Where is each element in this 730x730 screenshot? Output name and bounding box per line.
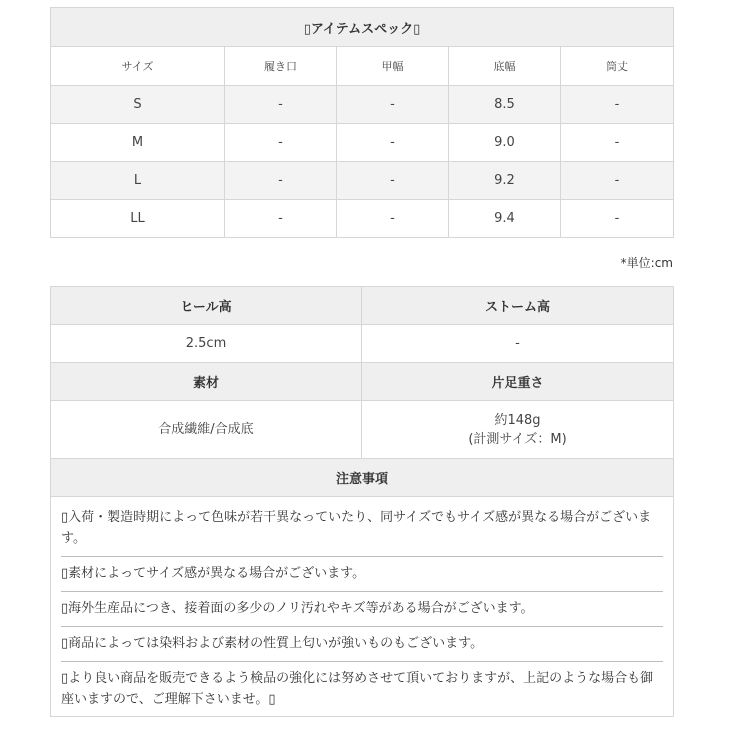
cell-size: L xyxy=(51,162,225,200)
cell-shaft-height: - xyxy=(561,124,674,162)
detail-value-row xyxy=(51,325,674,363)
cell-shaft-height: - xyxy=(561,162,674,200)
cell-instep: - xyxy=(337,124,449,162)
weight-value-amount: 約148g xyxy=(494,412,541,428)
note-item: ▯商品によっては染料および素材の性質上匂いが強いものもございます。 xyxy=(61,627,663,662)
note-item: ▯素材によってサイズ感が異なる場合がございます。 xyxy=(61,557,663,592)
notes-label-row xyxy=(51,459,674,497)
table-row xyxy=(51,86,674,124)
table-row xyxy=(51,124,674,162)
detail-label-row xyxy=(51,363,674,401)
header-instep: 甲幅 xyxy=(337,47,449,86)
cell-instep: - xyxy=(337,200,449,238)
note-item: ▯海外生産品につき、接着面の多少のノリ汚れやキズ等がある場合がございます。 xyxy=(61,592,663,627)
spec-header-row xyxy=(51,47,674,86)
cell-opening: - xyxy=(225,124,337,162)
cell-opening: - xyxy=(225,162,337,200)
table-row xyxy=(51,200,674,238)
cell-size: M xyxy=(51,124,225,162)
cell-opening: - xyxy=(225,200,337,238)
cell-size: LL xyxy=(51,200,225,238)
cell-shaft-height: - xyxy=(561,86,674,124)
notes-row xyxy=(51,497,674,717)
storm-height-value: - xyxy=(362,325,674,363)
note-item: ▯より良い商品を販売できるよう検品の強化には努めさせて頂いておりますが、上記のような場合も御座いますので、ご理解下さいませ。▯ xyxy=(61,671,654,707)
cell-size: S xyxy=(51,86,225,124)
cell-sole-width: 9.2 xyxy=(449,162,561,200)
heel-height-label: ヒール高 xyxy=(51,287,362,325)
header-size: サイズ xyxy=(51,47,225,86)
detail-label-row xyxy=(51,287,674,325)
cell-sole-width: 9.0 xyxy=(449,124,561,162)
table-row xyxy=(51,162,674,200)
unit-note: *単位:cm xyxy=(620,256,673,270)
cell-sole-width: 9.4 xyxy=(449,200,561,238)
detail-table xyxy=(50,286,674,717)
spec-title-row xyxy=(51,8,674,47)
cell-instep: - xyxy=(337,162,449,200)
weight-label: 片足重さ xyxy=(362,363,674,401)
material-value: 合成繊維/合成底 xyxy=(51,401,362,459)
notes-label: 注意事項 xyxy=(51,459,674,497)
spec-table xyxy=(50,7,674,238)
heel-height-value: 2.5cm xyxy=(51,325,362,363)
storm-height-label: ストーム高 xyxy=(362,287,674,325)
cell-sole-width: 8.5 xyxy=(449,86,561,124)
cell-opening: - xyxy=(225,86,337,124)
detail-value-row xyxy=(51,401,674,459)
header-shaft-height: 筒丈 xyxy=(561,47,674,86)
weight-value xyxy=(362,401,674,459)
header-sole-width: 底幅 xyxy=(449,47,561,86)
cell-instep: - xyxy=(337,86,449,124)
notes-cell xyxy=(51,497,674,717)
weight-value-measured-size: (計測サイズ：M) xyxy=(468,431,567,447)
material-label: 素材 xyxy=(51,363,362,401)
header-opening: 履き口 xyxy=(225,47,337,86)
cell-shaft-height: - xyxy=(561,200,674,238)
note-item: ▯入荷・製造時期によって色味が若干異なっていたり、同サイズでもサイズ感が異なる場合がございます。 xyxy=(61,501,663,557)
spec-title: ▯アイテムスペック▯ xyxy=(51,8,674,47)
